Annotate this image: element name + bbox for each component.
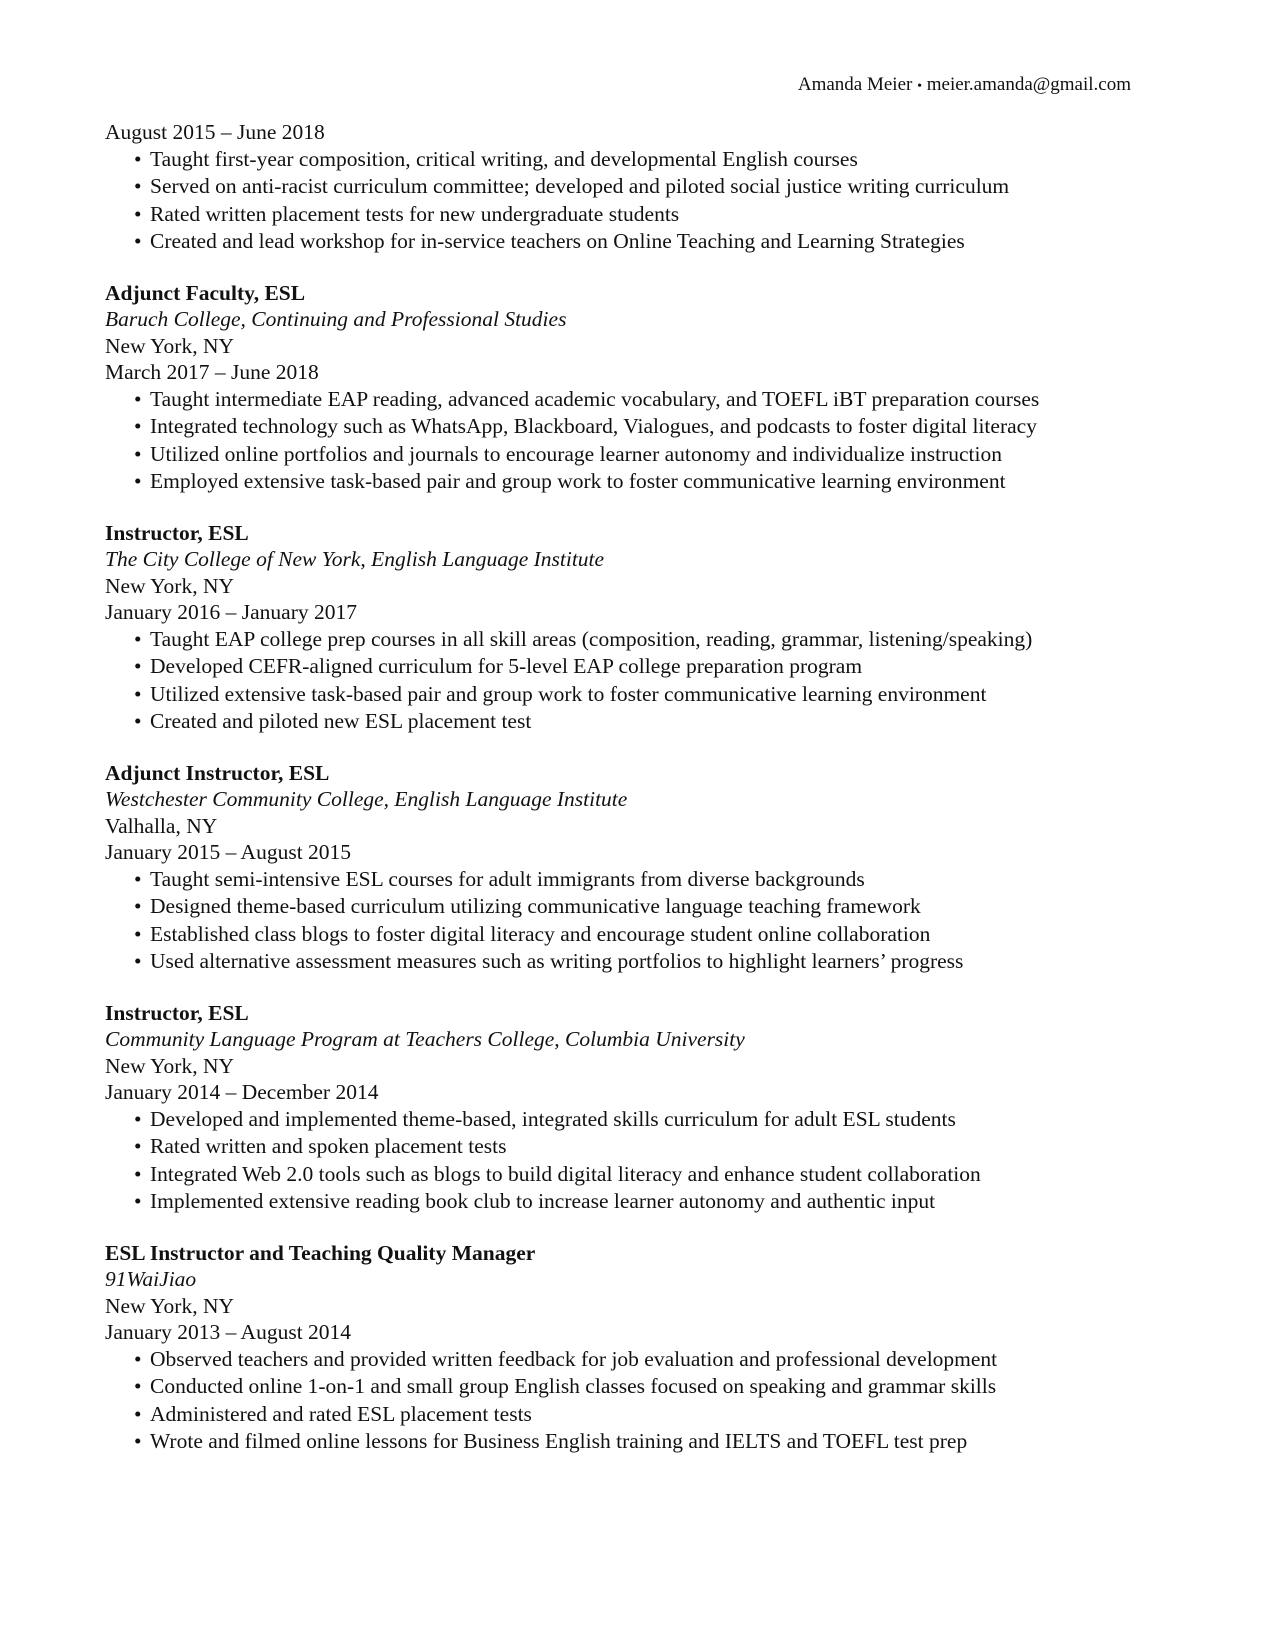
bullet-item: • Observed teachers and provided written feedback for job evaluation and professional development [134, 1346, 998, 1371]
bullet-text: Utilized extensive task-based pair and group work to foster communicative learning environment [150, 681, 987, 706]
job-title: Adjunct Instructor, ESL [105, 760, 330, 785]
bullet-item: • Used alternative assessment measures such as writing portfolios to highlight learners’ progress [134, 949, 964, 973]
bullet-item: • Administered and rated ESL placement tests [134, 1401, 532, 1426]
bullet-item: • Implemented extensive reading book club to increase learner autonomy and authentic input [134, 1189, 936, 1213]
job-title: Instructor, ESL [105, 520, 249, 545]
bullet-item: • Developed CEFR-aligned curriculum for 5-level EAP college preparation program [134, 654, 863, 678]
job-dates: January 2016 – January 2017 [105, 600, 357, 624]
bullet-text: Observed teachers and provided written feedback for job evaluation and professional development [150, 1346, 998, 1371]
bullet-item: • Rated written and spoken placement tests [134, 1134, 507, 1158]
job-entry [105, 760, 1165, 976]
bullet-text: Taught semi-intensive ESL courses for adult immigrants from diverse backgrounds [150, 866, 865, 891]
job-title: ESL Instructor and Teaching Quality Manager [105, 1240, 536, 1265]
bullet-item: • Taught semi-intensive ESL courses for adult immigrants from diverse backgrounds [134, 866, 865, 891]
bullet-text: Created and piloted new ESL placement test [150, 709, 532, 733]
bullet-item: • Integrated technology such as WhatsApp, Blackboard, Vialogues, and podcasts to foster digital literacy [134, 414, 1037, 438]
job-title: Instructor, ESL [105, 1000, 249, 1025]
bullet-item: • Rated written placement tests for new undergraduate students [134, 201, 680, 226]
header-name: Amanda Meier [797, 74, 913, 95]
bullet-text: Conducted online 1-on-1 and small group English classes focused on speaking and grammar skills [150, 1374, 997, 1398]
bullet-text: Integrated technology such as WhatsApp, Blackboard, Vialogues, and podcasts to foster digital literacy [150, 414, 1037, 438]
bullet-text: Served on anti-racist curriculum committee; developed and piloted social justice writing curriculum [150, 174, 1010, 198]
job-organization: Community Language Program at Teachers College, Columbia University [105, 1027, 745, 1051]
job-location: New York, NY [105, 1293, 235, 1318]
bullet-item: • Utilized online portfolios and journals to encourage learner autonomy and individualize instruction [134, 441, 1003, 466]
bullet-item: • Utilized extensive task-based pair and group work to foster communicative learning environment [134, 681, 987, 706]
job-dates: January 2013 – August 2014 [105, 1320, 352, 1344]
bullet-item: • Served on anti-racist curriculum committee; developed and piloted social justice writing curriculum [134, 174, 1010, 198]
bullet-text: Employed extensive task-based pair and group work to foster communicative learning environment [150, 469, 1006, 493]
bullet-text: Utilized online portfolios and journals to encourage learner autonomy and individualize instruction [150, 441, 1003, 466]
job-organization: 91WaiJiao [105, 1267, 197, 1291]
bullet-text: Created and lead workshop for in-service teachers on Online Teaching and Learning Strategies [150, 229, 965, 253]
bullet-item: • Integrated Web 2.0 tools such as blogs to build digital literacy and enhance student collaboration [134, 1161, 981, 1186]
bullet-item: • Taught intermediate EAP reading, advanced academic vocabulary, and TOEFL iBT preparation courses [134, 386, 1040, 411]
bullet-text: Administered and rated ESL placement tests [150, 1401, 532, 1426]
header-separator: • [917, 79, 922, 94]
bullet-text: Taught EAP college prep courses in all skill areas (composition, reading, grammar, listening/speaking) [150, 626, 1033, 651]
bullet-item: • Created and lead workshop for in-service teachers on Online Teaching and Learning Strategies [134, 229, 965, 253]
job-bullets [105, 146, 1165, 256]
job-dates: January 2015 – August 2015 [105, 840, 352, 864]
job-location: New York, NY [105, 333, 235, 358]
job-dates: January 2014 – December 2014 [105, 1080, 379, 1104]
bullet-text: Rated written placement tests for new undergraduate students [150, 201, 680, 226]
job-bullets [105, 386, 1165, 496]
bullet-text: Used alternative assessment measures such as writing portfolios to highlight learners’ progress [150, 949, 964, 973]
bullet-item: • Employed extensive task-based pair and group work to foster communicative learning environment [134, 469, 1006, 493]
job-organization: Westchester Community College, English Language Institute [105, 787, 628, 811]
job-entry [105, 520, 1165, 736]
job-bullets [105, 626, 1165, 736]
bullet-text: Developed and implemented theme-based, integrated skills curriculum for adult ESL students [150, 1106, 956, 1131]
bullet-item: • Developed and implemented theme-based, integrated skills curriculum for adult ESL students [134, 1106, 956, 1131]
bullet-item: • Taught first-year composition, critical writing, and developmental English courses [134, 146, 858, 171]
job-bullets [105, 866, 1165, 976]
job-location: Valhalla, NY [105, 813, 218, 838]
bullet-text: Taught intermediate EAP reading, advanced academic vocabulary, and TOEFL iBT preparation courses [150, 386, 1040, 411]
bullet-text: Taught first-year composition, critical writing, and developmental English courses [150, 146, 858, 171]
job-organization: Baruch College, Continuing and Professional Studies [105, 307, 567, 331]
job-organization: The City College of New York, English Language Institute [105, 547, 605, 571]
bullet-text: Developed CEFR-aligned curriculum for 5-level EAP college preparation program [150, 654, 863, 678]
job-entry [105, 1240, 1165, 1456]
bullet-text: Rated written and spoken placement tests [150, 1134, 507, 1158]
job-entry [105, 280, 1165, 496]
bullet-text: Integrated Web 2.0 tools such as blogs to build digital literacy and enhance student collaboration [150, 1161, 981, 1186]
bullet-item: • Created and piloted new ESL placement test [134, 709, 532, 733]
continued-job [105, 119, 1165, 256]
bullet-item: • Designed theme-based curriculum utilizing communicative language teaching framework [134, 894, 921, 918]
job-bullets [105, 1346, 1165, 1456]
bullet-text: Established class blogs to foster digital literacy and encourage student online collaboration [150, 921, 931, 946]
bullet-item: • Conducted online 1-on-1 and small group English classes focused on speaking and grammar skills [134, 1374, 997, 1398]
bullet-item: • Wrote and filmed online lessons for Business English training and IELTS and TOEFL test prep [134, 1429, 968, 1453]
job-bullets [105, 1106, 1165, 1216]
bullet-text: Implemented extensive reading book club to increase learner autonomy and authentic input [150, 1189, 936, 1213]
job-title: Adjunct Faculty, ESL [105, 280, 306, 305]
header-email: meier.amanda@gmail.com [926, 74, 1131, 95]
bullet-text: Designed theme-based curriculum utilizing communicative language teaching framework [150, 894, 921, 918]
job-dates: March 2017 – June 2018 [105, 360, 319, 384]
resume-content [105, 119, 1165, 1456]
bullet-item: • Established class blogs to foster digital literacy and encourage student online collaboration [134, 921, 931, 946]
page-header [798, 73, 1131, 99]
job-location: New York, NY [105, 573, 235, 598]
bullet-item: • Taught EAP college prep courses in all skill areas (composition, reading, grammar, listening/speaking) [134, 626, 1033, 651]
job-entry [105, 1000, 1165, 1216]
bullet-text: Wrote and filmed online lessons for Business English training and IELTS and TOEFL test prep [150, 1429, 968, 1453]
job-location: New York, NY [105, 1053, 235, 1078]
job-dates: August 2015 – June 2018 [105, 120, 325, 144]
